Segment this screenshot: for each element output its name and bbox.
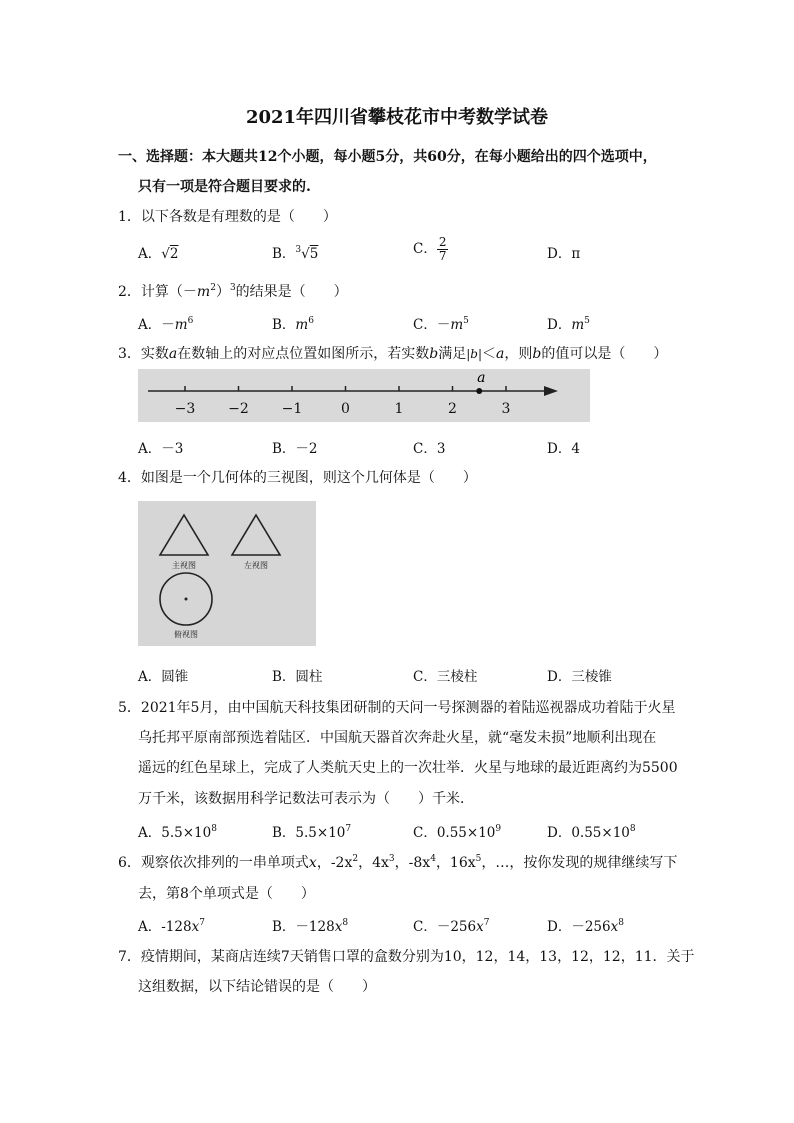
q2-d-var: m: [571, 317, 585, 333]
q6-line2: 去，第8个单项式是（ ）: [138, 886, 315, 902]
q6-d-exp: 8: [618, 918, 624, 928]
q5-line2: 乌托邦平原南部预选着陆区．中国航天器首次奔赴火星，就“毫发未损”地顺利出现在: [138, 730, 657, 746]
q6-b-pre: B．－128: [272, 919, 335, 935]
q2-c-exp: 5: [463, 316, 469, 326]
q6-term-4-exp: 4: [430, 854, 436, 864]
q5-option-d: [547, 821, 636, 841]
q2-option-c: [413, 313, 469, 333]
q4-stem: 4．如图是一个几何体的三视图，则这个几何体是（ ）: [118, 470, 477, 486]
q2-stem-exp2: 3: [229, 283, 236, 293]
q2-a-var: m: [174, 317, 188, 333]
q6-term-4: ，-8x: [394, 855, 431, 871]
number-line-figure: [138, 369, 590, 422]
number-line-tick-label: 2: [448, 401, 457, 417]
q4-option-d: D．三棱锥: [547, 669, 612, 685]
number-line-tick-label: −1: [281, 401, 303, 417]
q5-option-a: [138, 821, 217, 841]
q2-a-pre: A．－: [138, 317, 175, 333]
q5-d-exp: 8: [629, 824, 636, 834]
number-line-tick-label: −3: [174, 401, 196, 417]
q5-c-exp: 9: [495, 824, 502, 834]
q2-stem-var: m: [196, 284, 211, 300]
q6-term-5: ，16x: [435, 855, 476, 871]
number-line-tick-label: 0: [341, 401, 350, 417]
q4-option-a: A．圆锥: [138, 669, 189, 685]
q6-term-2: ，-2x: [316, 855, 353, 871]
number-line-tick-label: 3: [501, 401, 511, 417]
q6-line1: [118, 852, 677, 872]
q2-c-pre: C．－: [413, 317, 451, 333]
q3-stem-a: a: [168, 346, 178, 362]
three-view-background: [138, 501, 316, 646]
q5-line4: 万千米，该数据用科学记数法可表示为（ ）千米．: [138, 791, 474, 807]
q6-option-c: [413, 915, 489, 935]
q5-option-b: [272, 821, 351, 841]
number-line-tick-label: 1: [394, 401, 404, 417]
q5-d-pre: D．0.55×10: [547, 825, 630, 841]
number-line-tick-label: −2: [228, 401, 249, 417]
q2-b-pre: B．: [272, 317, 296, 333]
q3-stem-4: ＜: [482, 346, 497, 362]
q5-c-pre: C．0.55×10: [413, 825, 496, 841]
q2-b-exp: 6: [308, 316, 314, 326]
q5-option-c: [413, 821, 501, 841]
q1-stem: 1．以下各数是有理数的是（ ）: [118, 209, 337, 225]
q2-a-exp: 6: [187, 316, 194, 326]
q1-option-c-numerator: 2: [438, 235, 447, 249]
left-view-label: 左视图: [244, 561, 268, 570]
q6-line1-post: ，…，按你发现的规律继续写下: [481, 855, 678, 871]
q2-option-b: [272, 313, 314, 333]
q6-c-exp: 7: [483, 918, 490, 928]
q5-a-exp: 8: [211, 824, 217, 834]
q1-option-c-denominator: 7: [438, 249, 447, 263]
q1-option-b-index: 3: [295, 245, 302, 255]
q5-a-pre: A．5.5×10: [138, 825, 212, 841]
q3-stem-a2: a: [496, 346, 505, 362]
number-line-point-a: [476, 388, 482, 394]
q2-stem-post: 的结果是（ ）: [235, 284, 348, 300]
q3-stem-abs: |b|: [466, 347, 483, 361]
q1-option-a: [138, 242, 178, 262]
q4-option-c: C．三棱柱: [413, 669, 478, 685]
q2-option-a: [138, 313, 193, 333]
q5-line3: 遥远的红色星球上，完成了人类航天史上的一次壮举．火星与地球的最近距离约为5500: [138, 760, 678, 776]
q6-a-var: x: [191, 919, 200, 935]
q6-option-b: [272, 915, 348, 935]
q3-stem-5: ，则: [504, 346, 533, 362]
q6-line1-pre: 6．观察依次排列的一串单项式: [118, 855, 309, 871]
q5-b-pre: B．5.5×10: [272, 825, 346, 841]
q3-stem-b2: b: [532, 346, 542, 362]
number-line-background: [138, 369, 590, 422]
q3-stem-b: b: [429, 346, 439, 362]
top-view-center-dot: [185, 598, 188, 601]
q3-option-a: A．－3: [138, 441, 184, 457]
q5-b-exp: 7: [345, 824, 352, 834]
q6-term-3: ，4x: [358, 855, 389, 871]
number-line-point-label: a: [477, 370, 486, 386]
q1-option-a-radicand: 2: [169, 246, 179, 262]
q3-option-c: C．3: [413, 441, 446, 457]
q6-d-var: x: [610, 919, 619, 935]
q1-option-d: D．π: [547, 246, 581, 262]
q2-b-var: m: [295, 317, 309, 333]
exam-title: 2021年四川省攀枝花市中考数学试卷: [245, 107, 549, 128]
q6-a-pre: A．-128: [138, 919, 192, 935]
q1-option-c: [413, 236, 448, 263]
q7-line2: 这组数据，以下结论错误的是（ ）: [138, 979, 376, 995]
q1-option-a-label: A．: [138, 246, 162, 262]
q5-line1: 5．2021年5月，由中国航天科技集团研制的天问一号探测器的着陆巡视器成功着陆于火星: [118, 700, 676, 716]
q6-term-3-exp: 3: [388, 854, 395, 864]
q3-stem: [118, 343, 667, 363]
q6-b-var: x: [334, 919, 343, 935]
q3-stem-6: 的值可以是（ ）: [541, 346, 668, 362]
q2-d-exp: 5: [584, 316, 590, 326]
top-view-label: 俯视图: [174, 630, 198, 639]
q1-option-c-label: C．: [413, 241, 437, 257]
q2-d-pre: D．: [547, 317, 572, 333]
q2-stem-exp: 2: [210, 283, 216, 293]
q1-option-b-radicand: 5: [309, 246, 319, 262]
q1-option-c-fraction: [437, 236, 449, 263]
q6-a-exp: 7: [199, 918, 205, 928]
q6-d-pre: D．－256: [547, 919, 611, 935]
q2-option-d: [547, 313, 590, 333]
q4-option-b: B．圆柱: [272, 669, 323, 685]
section1-line1: 一、选择题：本大题共12个小题，每小题5分，共60分，在每小题给出的四个选项中，: [118, 149, 657, 165]
q2-stem-mid: ）: [215, 284, 230, 300]
q2-c-var: m: [450, 317, 464, 333]
q3-stem-3: 满足: [438, 346, 467, 362]
q6-option-d: [547, 915, 624, 935]
q6-c-pre: C．－256: [413, 919, 477, 935]
q1-option-a-root: √2: [161, 246, 179, 262]
front-view-label: 主视图: [172, 561, 196, 570]
q6-option-a: [138, 915, 205, 935]
q6-term-2-exp: 2: [352, 854, 359, 864]
q1-option-b: B．$^3$√5: [272, 245, 319, 262]
q3-option-d: D．4: [547, 441, 580, 457]
q6-c-var: x: [476, 919, 484, 935]
three-view-figure: [138, 501, 316, 646]
q2-stem-pre: 2．计算（－: [118, 284, 197, 300]
q3-stem-1: 3．实数: [118, 346, 169, 362]
q6-b-exp: 8: [342, 918, 349, 928]
q3-option-b: B．－2: [272, 441, 318, 457]
q6-term-1: x: [308, 855, 317, 871]
section1-line2: 只有一项是符合题目要求的.: [138, 179, 311, 195]
q2-stem: [118, 281, 348, 301]
q3-stem-2: 在数轴上的对应点位置如图所示，若实数: [177, 346, 430, 362]
q1-option-b-label: B．: [272, 246, 296, 262]
q7-line1: 7．疫情期间，某商店连续7天销售口罩的盒数分别为10，12，14，13，12，12，11．关于: [118, 949, 695, 965]
q6-term-5-exp: 5: [475, 854, 482, 864]
